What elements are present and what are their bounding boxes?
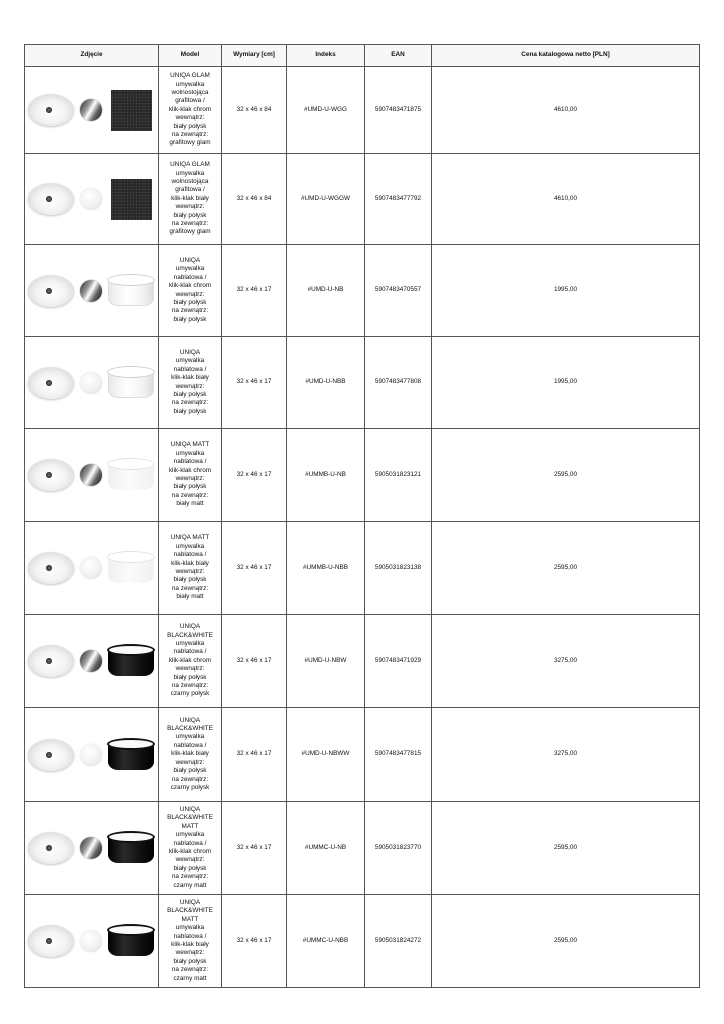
price-cell: 1995,00 (432, 337, 700, 429)
basin-top-view-icon (28, 925, 74, 957)
dimensions-cell: 32 x 46 x 17 (222, 245, 287, 337)
table-row (25, 429, 700, 522)
model-cell: UNIQA BLACK&WHITE MATT umywalka nablatowa / klik-klak chrom wewnątrz: biały połysk na zewnątrz: czarny matt (159, 802, 222, 895)
model-cell: UNIQA umywalka nablatowa / klik-klak biały wewnątrz: biały połysk na zewnątrz: biały połysk (159, 337, 222, 429)
ean-cell: 5907483471875 (365, 67, 432, 154)
plug-chrome-icon (80, 280, 102, 302)
model-cell: UNIQA MATT umywalka nablatowa / klik-klak biały wewnątrz: biały połysk na zewnątrz: biały matt (159, 522, 222, 615)
ean-cell: 5907483471929 (365, 615, 432, 708)
product-photo-cell (25, 708, 159, 802)
plug-chrome-icon (80, 99, 102, 121)
graphite-glam-swatch-icon (111, 90, 152, 131)
dimensions-cell: 32 x 46 x 84 (222, 154, 287, 245)
plug-chrome-icon (80, 650, 102, 672)
dimensions-cell: 32 x 46 x 84 (222, 67, 287, 154)
index-cell: #UMD-U-WGG (287, 67, 365, 154)
basin-top-view-icon (28, 645, 74, 677)
price-cell: 4610,00 (432, 154, 700, 245)
model-cell: UNIQA GLAM umywalka wolnostojąca grafitowa / klik-klak chrom wewnątrz: biały połysk na zewnątrz: grafitowy glam (159, 67, 222, 154)
header-price: Cena katalogowa netto [PLN] (432, 45, 700, 67)
model-cell: UNIQA GLAM umywalka wolnostojąca grafitowa / klik-klak biały wewnątrz: biały połysk na zewnątrz: grafitowy glam (159, 154, 222, 245)
product-photo-cell (25, 522, 159, 615)
model-cell: UNIQA umywalka nablatowa / klik-klak chrom wewnątrz: biały połysk na zewnątrz: biały połysk (159, 245, 222, 337)
ean-cell: 5907483470557 (365, 245, 432, 337)
product-photo (25, 895, 159, 987)
basin-top-view-icon (28, 183, 74, 215)
price-cell: 1995,00 (432, 245, 700, 337)
index-cell: #UMMB-U-NBB (287, 522, 365, 615)
index-cell: #UMD-U-NB (287, 245, 365, 337)
table-row (25, 522, 700, 615)
basin-top-view-icon (28, 94, 74, 126)
header-row (25, 45, 700, 67)
basin-side-view-icon (107, 458, 155, 492)
plug-white-icon (80, 188, 102, 210)
model-cell: UNIQA BLACK&WHITE MATT umywalka nablatowa / klik-klak biały wewnątrz: biały połysk na zewnątrz: czarny matt (159, 895, 222, 988)
index-cell: #UMD-U-NBW (287, 615, 365, 708)
index-cell: #UMD-U-NBWW (287, 708, 365, 802)
dimensions-cell: 32 x 46 x 17 (222, 895, 287, 988)
price-cell: 2595,00 (432, 429, 700, 522)
basin-side-view-icon (107, 924, 155, 958)
product-photo (25, 429, 159, 521)
table-row (25, 245, 700, 337)
product-photo (25, 337, 159, 428)
basin-top-view-icon (28, 832, 74, 864)
basin-top-view-icon (28, 275, 74, 307)
product-photo-cell (25, 337, 159, 429)
basin-side-view-icon (107, 831, 155, 865)
product-photo (25, 802, 159, 894)
product-photo (25, 245, 159, 336)
drain-icon (46, 658, 52, 664)
drain-icon (46, 107, 52, 113)
product-photo (25, 154, 159, 244)
product-photo-cell (25, 615, 159, 708)
drain-icon (46, 845, 52, 851)
ean-cell: 5905031823138 (365, 522, 432, 615)
basin-rim (107, 738, 155, 750)
basin-rim (107, 831, 155, 843)
basin-top-view-icon (28, 367, 74, 399)
table-row (25, 708, 700, 802)
ean-cell: 5907483477815 (365, 708, 432, 802)
basin-side-view-icon (107, 366, 155, 400)
header-model: Model (159, 45, 222, 67)
basin-side-view-icon (107, 738, 155, 772)
price-cell: 3275,00 (432, 708, 700, 802)
price-cell: 3275,00 (432, 615, 700, 708)
basin-side-view-icon (107, 644, 155, 678)
product-photo-cell (25, 245, 159, 337)
product-photo (25, 67, 159, 153)
product-photo-cell (25, 429, 159, 522)
drain-icon (46, 196, 52, 202)
drain-icon (46, 938, 52, 944)
model-cell: UNIQA BLACK&WHITE umywalka nablatowa / klik-klak chrom wewnątrz: biały połysk na zewnątrz: czarny połysk (159, 615, 222, 708)
product-photo (25, 615, 159, 707)
basin-rim (107, 274, 155, 286)
basin-rim (107, 551, 155, 563)
dimensions-cell: 32 x 46 x 17 (222, 708, 287, 802)
table-row (25, 154, 700, 245)
ean-cell: 5905031823121 (365, 429, 432, 522)
table-row (25, 337, 700, 429)
header-photo: Zdjęcie (25, 45, 159, 67)
price-table (24, 44, 700, 988)
drain-icon (46, 565, 52, 571)
plug-chrome-icon (80, 464, 102, 486)
product-photo (25, 522, 159, 614)
index-cell: #UMMB-U-NB (287, 429, 365, 522)
dimensions-cell: 32 x 46 x 17 (222, 615, 287, 708)
dimensions-cell: 32 x 46 x 17 (222, 337, 287, 429)
table-row (25, 67, 700, 154)
ean-cell: 5907483477808 (365, 337, 432, 429)
table-row (25, 895, 700, 988)
header-index: Indeks (287, 45, 365, 67)
drain-icon (46, 472, 52, 478)
header-ean: EAN (365, 45, 432, 67)
ean-cell: 5905031823770 (365, 802, 432, 895)
dimensions-cell: 32 x 46 x 17 (222, 429, 287, 522)
plug-white-icon (80, 930, 102, 952)
plug-chrome-icon (80, 837, 102, 859)
basin-side-view-icon (107, 274, 155, 308)
plug-white-icon (80, 557, 102, 579)
drain-icon (46, 380, 52, 386)
index-cell: #UMD-U-NBB (287, 337, 365, 429)
graphite-glam-swatch-icon (111, 179, 152, 220)
index-cell: #UMD-U-WGGW (287, 154, 365, 245)
table-row (25, 615, 700, 708)
dimensions-cell: 32 x 46 x 17 (222, 802, 287, 895)
index-cell: #UMMC-U-NBB (287, 895, 365, 988)
plug-white-icon (80, 372, 102, 394)
product-photo (25, 708, 159, 801)
product-photo-cell (25, 802, 159, 895)
drain-icon (46, 752, 52, 758)
product-photo-cell (25, 154, 159, 245)
basin-rim (107, 644, 155, 656)
basin-rim (107, 366, 155, 378)
ean-cell: 5905031824272 (365, 895, 432, 988)
model-cell: UNIQA MATT umywalka nablatowa / klik-klak chrom wewnątrz: biały połysk na zewnątrz: biały matt (159, 429, 222, 522)
basin-rim (107, 924, 155, 936)
price-cell: 2595,00 (432, 895, 700, 988)
price-cell: 4610,00 (432, 67, 700, 154)
drain-icon (46, 288, 52, 294)
model-cell: UNIQA BLACK&WHITE umywalka nablatowa / klik-klak biały wewnątrz: biały połysk na zewnątrz: czarny połysk (159, 708, 222, 802)
dimensions-cell: 32 x 46 x 17 (222, 522, 287, 615)
price-cell: 2595,00 (432, 802, 700, 895)
header-dimensions: Wymiary [cm] (222, 45, 287, 67)
basin-top-view-icon (28, 459, 74, 491)
ean-cell: 5907483477792 (365, 154, 432, 245)
index-cell: #UMMC-U-NB (287, 802, 365, 895)
basin-top-view-icon (28, 739, 74, 771)
product-photo-cell (25, 895, 159, 988)
basin-top-view-icon (28, 552, 74, 584)
table-row (25, 802, 700, 895)
price-cell: 2595,00 (432, 522, 700, 615)
basin-side-view-icon (107, 551, 155, 585)
plug-white-icon (80, 744, 102, 766)
product-photo-cell (25, 67, 159, 154)
basin-rim (107, 458, 155, 470)
